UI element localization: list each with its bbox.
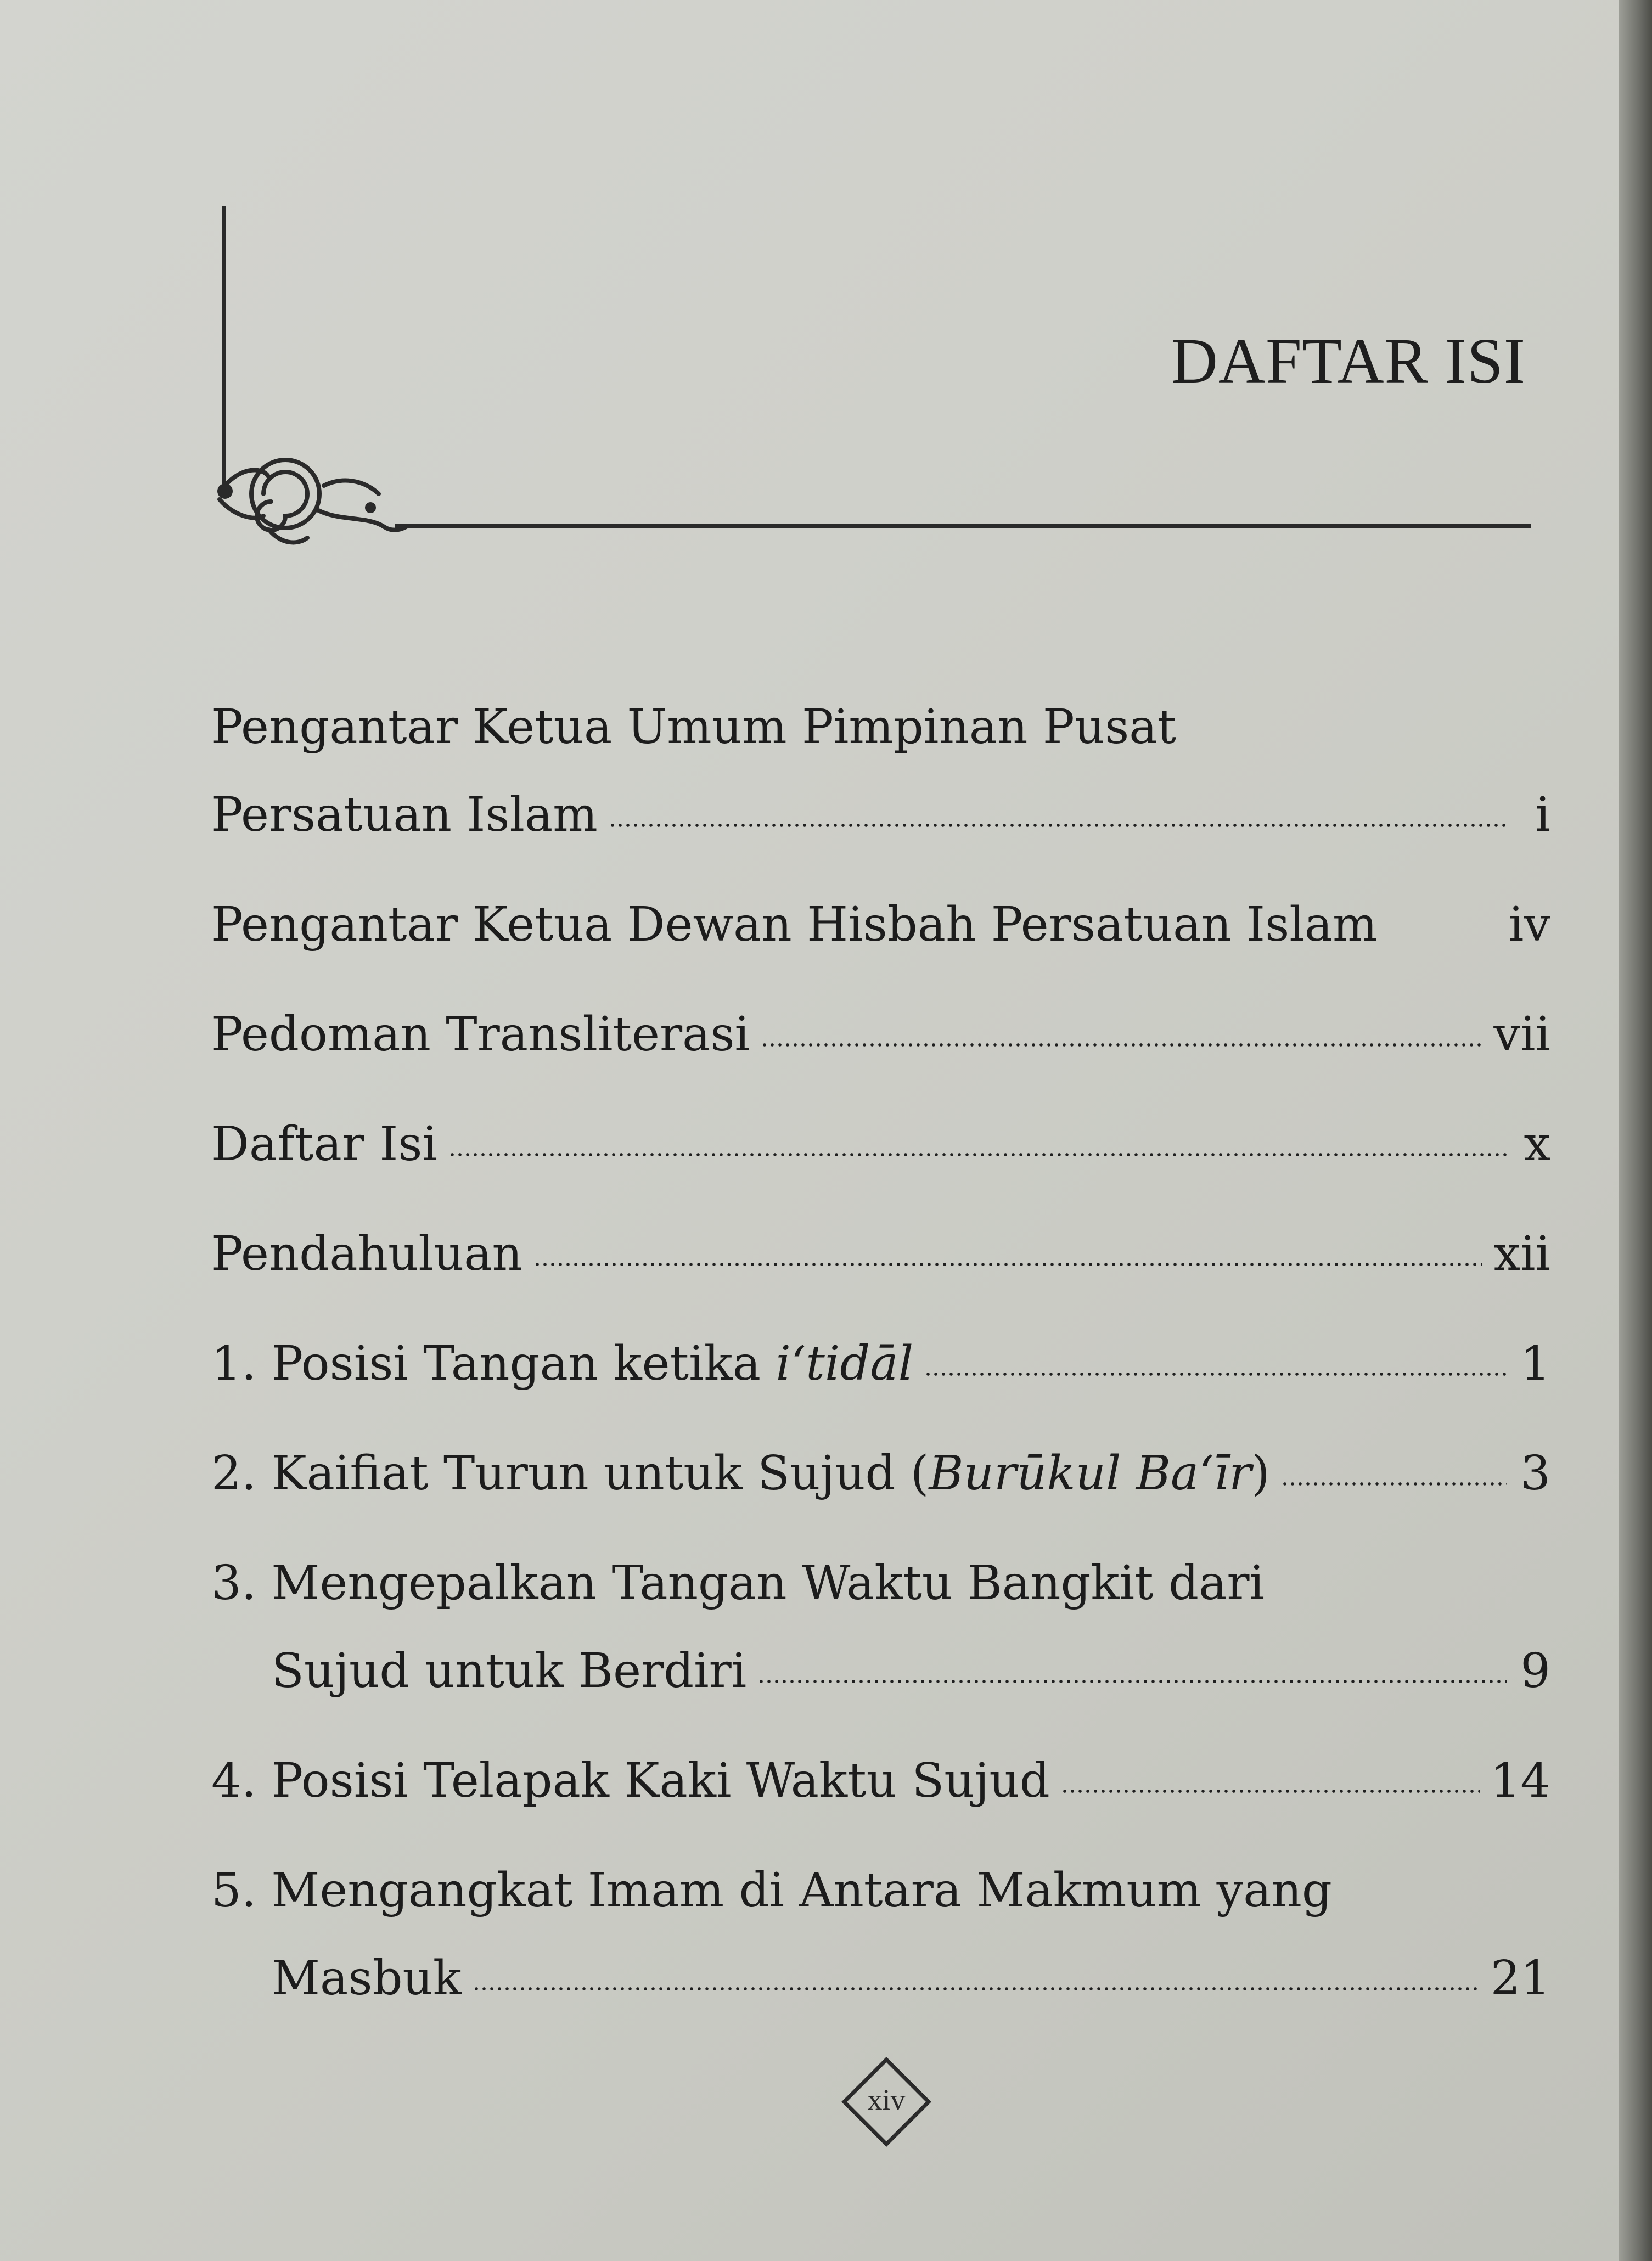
toc-page-number: 9: [1520, 1644, 1550, 1698]
toc-entry-number: 5.: [211, 1863, 257, 1918]
toc-entry-italic-term: i‘tidāl: [776, 1336, 914, 1391]
toc-page-number: iv: [1508, 897, 1550, 952]
toc-entry-title: 2. Kaifiat Turun untuk Sujud (Burūkul Ba‘īr): [211, 1446, 1270, 1501]
toc-entry-italic-term: Burūkul Ba‘īr: [929, 1446, 1252, 1501]
toc-entry-number: 1.: [211, 1336, 257, 1391]
page-number: xiv: [867, 2083, 906, 2116]
dot-leader: [533, 1262, 1483, 1267]
dot-leader: [924, 1372, 1507, 1376]
flourish-ornament-icon: [203, 434, 412, 560]
toc-page-number: i: [1535, 788, 1550, 842]
toc-page-number: xii: [1493, 1227, 1550, 1281]
toc-entry-title: Pedoman Transliterasi: [211, 1007, 750, 1062]
dot-leader: [1281, 1482, 1507, 1486]
toc-entry: [211, 683, 1550, 859]
toc-entry-title: 3. Mengepalkan Tangan Waktu Bangkit dari: [211, 1556, 1265, 1611]
toc-page-number: vii: [1493, 1007, 1550, 1062]
toc-entry: [211, 1100, 1550, 1188]
toc-entry-title-continued: Sujud untuk Berdiri: [272, 1644, 747, 1698]
table-of-contents: [211, 683, 1550, 2022]
book-spine-shadow: [1619, 0, 1652, 2261]
toc-entry: [211, 1539, 1550, 1715]
toc-page-number: 3: [1520, 1446, 1550, 1501]
dot-leader: [761, 1043, 1482, 1047]
toc-entry-title: Pengantar Ketua Dewan Hisbah Persatuan Islam: [211, 897, 1378, 952]
toc-entry-title: 4. Posisi Telapak Kaki Waktu Sujud: [211, 1753, 1050, 1808]
toc-entry: [211, 1210, 1550, 1298]
dot-leader: [609, 823, 1507, 828]
dot-leader: [1061, 1789, 1480, 1793]
toc-entry-title: 1. Posisi Tangan ketika i‘tidāl: [211, 1336, 914, 1391]
toc-entry-title: Pengantar Ketua Umum Pimpinan Pusat: [211, 700, 1177, 755]
toc-entry: [211, 1737, 1550, 1825]
dot-leader: [473, 1987, 1480, 1991]
toc-entry: [211, 991, 1550, 1078]
toc-entry-title: Pendahuluan: [211, 1227, 522, 1281]
header-frame-horizontal-rule: [395, 524, 1531, 528]
toc-entry-title: Daftar Isi: [211, 1117, 437, 1172]
toc-page-number: 14: [1490, 1753, 1550, 1808]
toc-entry-title-continued: Masbuk: [272, 1951, 462, 2006]
dot-leader: [448, 1152, 1507, 1157]
toc-page-number: x: [1524, 1117, 1550, 1172]
dot-leader: [757, 1679, 1507, 1684]
toc-page-number: 1: [1520, 1336, 1550, 1391]
toc-entry-title-continued: Persatuan Islam: [211, 788, 598, 842]
toc-entry: [211, 1430, 1550, 1517]
toc-entry-number: 3.: [211, 1556, 257, 1611]
toc-entry: [211, 881, 1550, 969]
toc-entry-number: 4.: [211, 1753, 257, 1808]
toc-entry-title: 5. Mengangkat Imam di Antara Makmum yang: [211, 1863, 1332, 1918]
toc-entry: [211, 1847, 1550, 2022]
toc-entry: [211, 1320, 1550, 1408]
page-title: DAFTAR ISI: [1171, 325, 1526, 397]
toc-page-number: 21: [1490, 1951, 1550, 2006]
toc-entry-number: 2.: [211, 1446, 257, 1501]
